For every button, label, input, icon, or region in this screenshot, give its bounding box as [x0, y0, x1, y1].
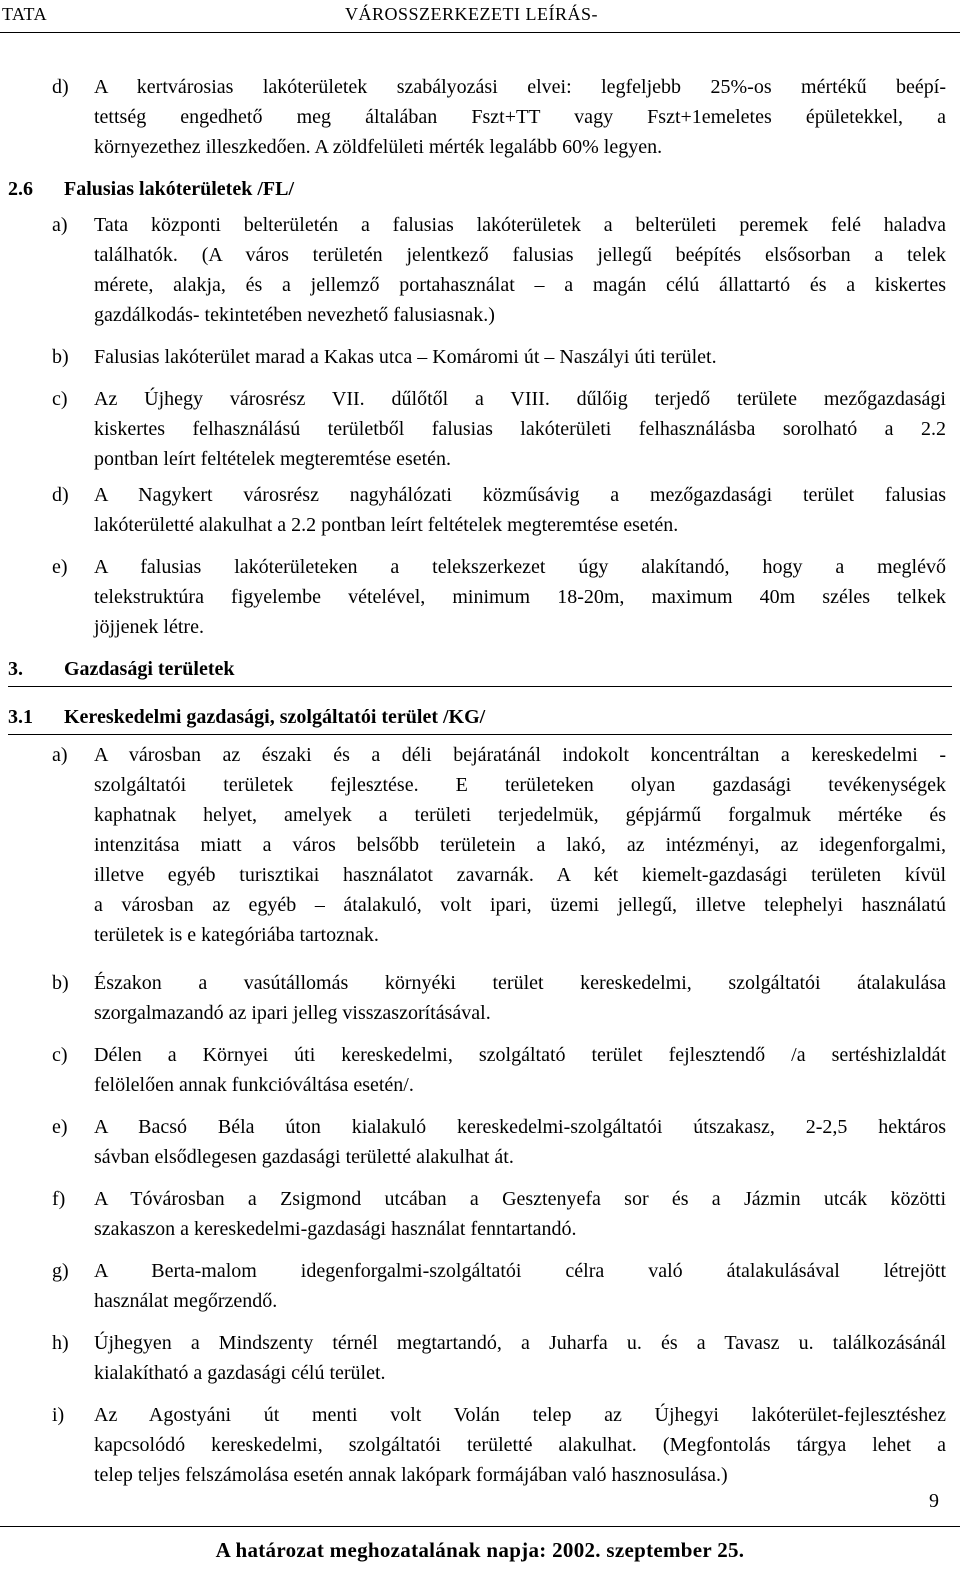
text-line: jöjjenek létre. [94, 616, 204, 638]
item-label: d) [52, 484, 69, 506]
item-label: e) [52, 556, 68, 578]
text-line: A Berta-malom idegenforgalmi-szolgáltatói célra való átalakulásával létrejött [94, 1260, 946, 1282]
item-text [94, 1328, 946, 1388]
section-title: Falusias lakóterületek /FL/ [64, 178, 294, 200]
text-line: A Nagykert városrész nagyhálózati közműsávig a mezőgazdasági terület falusias [94, 484, 946, 506]
text-line: mérete, alakja, és a jellemző portahasználat – a magán célú állattartó és a kiskertes [94, 274, 946, 296]
item-text [94, 384, 946, 474]
text-line: Tata központi belterületén a falusias lakóterületek a belterületi peremek felé haladva [94, 214, 946, 236]
text-line: Az Újhegy városrész VII. dűlőtől a VIII. dűlőig terjedő területe mezőgazdasági [94, 388, 946, 410]
item-text [94, 72, 946, 162]
item-label: e) [52, 1116, 68, 1138]
section-rule-3 [8, 686, 952, 687]
text-line: kiskertes felhasználású területből falusias lakóterületi felhasználásba sorolható a 2.2 [94, 418, 946, 440]
item-text [94, 1184, 946, 1244]
text-line: Újhegyen a Mindszenty térnél megtartandó, a Juharfa u. és a Tavasz u. találkozásánál [94, 1332, 946, 1354]
item-label: b) [52, 346, 69, 368]
header-rule [0, 32, 960, 33]
header-city: TATA [2, 4, 48, 24]
text-line: területek is e kategóriába tartoznak. [94, 924, 379, 946]
item-label: g) [52, 1260, 69, 1282]
item-label: h) [52, 1332, 69, 1354]
footer-rule [0, 1526, 960, 1527]
item-text [94, 210, 946, 330]
text-line: a városban az egyéb – átalakuló, volt ipari, üzemi jellegű, illetve telephelyi használatú [94, 894, 946, 916]
text-line: Az Agostyáni út menti volt Volán telep az Újhegyi lakóterület-fejlesztéshez [94, 1404, 946, 1426]
text-line: használat megőrzendő. [94, 1290, 278, 1312]
item-text [94, 1040, 946, 1100]
text-line: illetve egyéb turisztikai használatot zavarnák. A két kiemelt-gazdasági területen kívül [94, 864, 946, 886]
item-text [94, 1256, 946, 1316]
text-line: Falusias lakóterület marad a Kakas utca – Komáromi út – Naszályi úti terület. [94, 346, 717, 368]
text-line: felölelően annak funkcióváltása esetén/. [94, 1074, 414, 1096]
item-label: i) [52, 1404, 65, 1426]
text-line: A Tóvárosban a Zsigmond utcában a Gesztenyefa sor és a Jázmin utcák közötti [94, 1188, 946, 1210]
item-text [94, 480, 946, 540]
text-line: kapcsolódó kereskedelmi, szolgáltatói területté alakulhat. (Megfontolás tárgya lehet a [94, 1434, 946, 1456]
text-line: szolgáltatói területek fejlesztése. E területeken olyan gazdasági tevékenységek [94, 774, 946, 796]
text-line: intenzitása miatt a város belsőbb területein a lakó, az intézményi, az idegenforgalmi, [94, 834, 946, 856]
item-label: c) [52, 388, 68, 410]
section-number: 3.1 [8, 706, 33, 728]
text-line: kaphatnak helyet, amelyek a területi terjedelmük, gépjármű forgalmuk mértéke és [94, 804, 946, 826]
text-line: telep teljes felszámolása esetén annak lakópark formájában való hasznosulása.) [94, 1464, 728, 1486]
section-title: Gazdasági területek [64, 658, 235, 680]
text-line: Északon a vasútállomás környéki terület kereskedelmi, szolgáltatói átalakulása [94, 972, 946, 994]
item-label: d) [52, 76, 69, 98]
item-text [94, 342, 946, 372]
text-line: szakaszon a kereskedelmi-gazdasági használat fenntartandó. [94, 1218, 577, 1240]
item-label: b) [52, 972, 69, 994]
text-line: szorgalmazandó az ipari jelleg visszaszorításával. [94, 1002, 491, 1024]
text-line: gazdálkodás- tekintetében nevezhető falusiasnak.) [94, 304, 495, 326]
item-label: a) [52, 214, 68, 236]
section-title: Kereskedelmi gazdasági, szolgáltatói terület /KG/ [64, 706, 486, 728]
section-number: 3. [8, 658, 23, 680]
text-line: pontban leírt feltételek megteremtése esetén. [94, 448, 452, 470]
header-document-title: VÁROSSZERKEZETI LEÍRÁS- [345, 4, 598, 24]
item-label: a) [52, 744, 68, 766]
text-line: Délen a Környei úti kereskedelmi, szolgáltató terület fejlesztendő /a sertéshizlaldát [94, 1044, 946, 1066]
text-line: tettség engedhető meg általában Fszt+TT vagy Fszt+1emeletes épületekkel, a [94, 106, 946, 128]
text-line: lakóterületté alakulhat a 2.2 pontban leírt feltételek megteremtése esetén. [94, 514, 679, 536]
text-line: találhatók. (A város területén jelentkező falusias jellegű beépítés elsősorban a telek [94, 244, 946, 266]
item-label: f) [52, 1188, 66, 1210]
text-line: kialakítható a gazdasági célú terület. [94, 1362, 386, 1384]
item-text [94, 740, 946, 950]
section-rule-3-1 [8, 734, 952, 735]
item-text [94, 1400, 946, 1490]
text-line: A városban az északi és a déli bejáratánál indokolt koncentráltan a kereskedelmi - [94, 744, 946, 766]
item-text [94, 968, 946, 1028]
text-line: A Bacsó Béla úton kialakuló kereskedelmi-szolgáltatói útszakasz, 2-2,5 hektáros [94, 1116, 946, 1138]
text-line: környezethez illeszkedően. A zöldfelületi mérték legalább 60% legyen. [94, 136, 663, 158]
text-line: A kertvárosias lakóterületek szabályozási elvei: legfeljebb 25%-os mértékű beépí- [94, 76, 946, 98]
item-text [94, 1112, 946, 1172]
footer-date: A határozat meghozatalának napja: 2002. szeptember 25. [215, 1538, 745, 1562]
section-number: 2.6 [8, 178, 33, 200]
item-text [94, 552, 946, 642]
text-line: A falusias lakóterületeken a telekszerkezet úgy alakítandó, hogy a meglévő [94, 556, 946, 578]
text-line: sávban elsődlegesen gazdasági területté alakulhat át. [94, 1146, 514, 1168]
page-number: 9 [929, 1490, 939, 1512]
item-label: c) [52, 1044, 68, 1066]
text-line: telekstruktúra figyelembe vételével, minimum 18-20m, maximum 40m széles telkek [94, 586, 946, 608]
